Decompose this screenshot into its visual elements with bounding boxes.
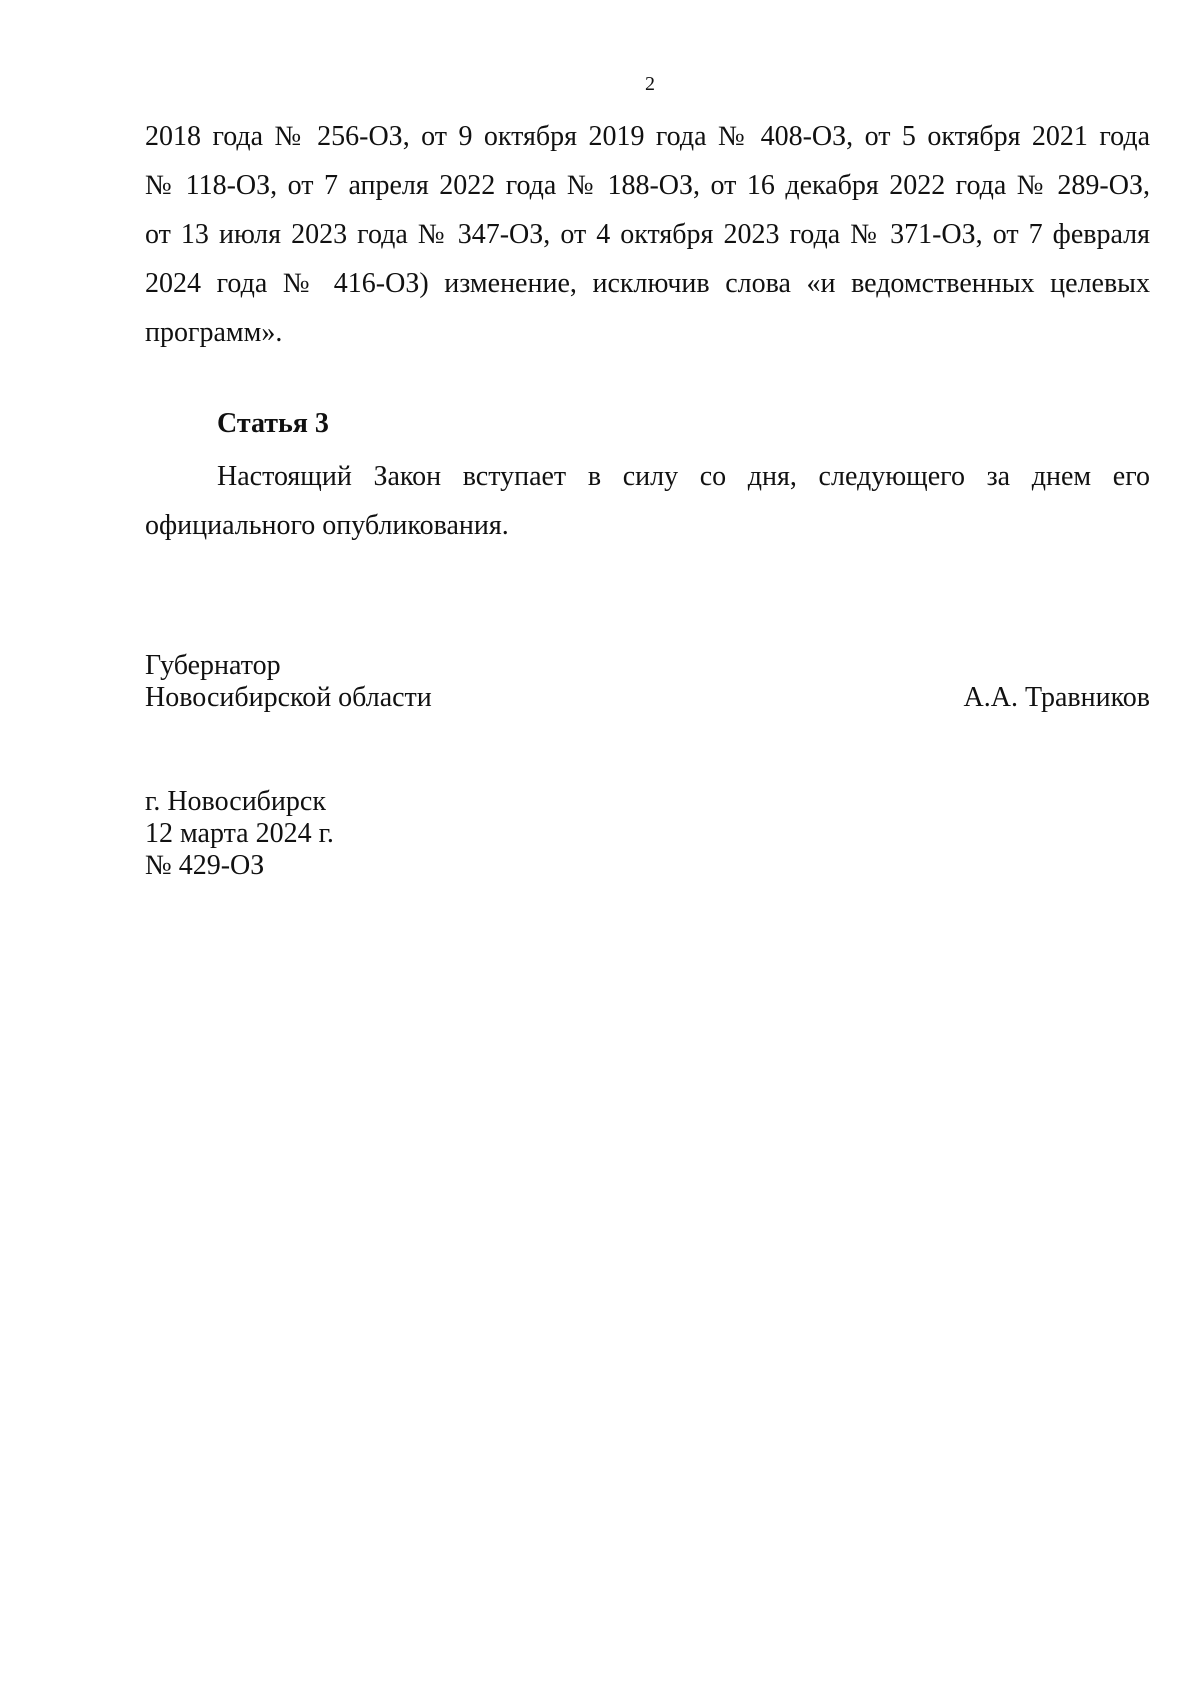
place-date-block (145, 786, 334, 882)
signature-row (145, 682, 1150, 714)
amendment-paragraph (145, 112, 1150, 357)
paragraph-line: № 118-ОЗ, от 7 апреля 2022 года № 188-ОЗ, от 16 декабря 2022 года № 289-ОЗ, (145, 170, 1150, 201)
date: 12 марта 2024 г. (145, 818, 334, 849)
article-heading: Статья 3 (217, 408, 329, 439)
paragraph-line: 2024 года № 416-ОЗ) изменение, исключив слова «и ведомственных целевых (145, 268, 1150, 299)
signature-block (145, 650, 1150, 714)
law-number: № 429-ОЗ (145, 850, 265, 881)
paragraph-line: официального опубликования. (145, 510, 509, 541)
paragraph-line: программ». (145, 317, 283, 348)
article-paragraph (145, 452, 1150, 550)
city: г. Новосибирск (145, 786, 326, 817)
page-number: 2 (645, 73, 655, 95)
signatory-title-line: Губернатор (145, 650, 281, 681)
signatory-name: А.А. Травников (963, 682, 1150, 713)
paragraph-line: Настоящий Закон вступает в силу со дня, следующего за днем его (217, 461, 1150, 492)
paragraph-line: 2018 года № 256-ОЗ, от 9 октября 2019 года № 408-ОЗ, от 5 октября 2021 года (145, 121, 1150, 152)
signatory-title-line: Новосибирской области (145, 682, 432, 713)
paragraph-line: от 13 июля 2023 года № 347-ОЗ, от 4 октября 2023 года № 371-ОЗ, от 7 февраля (145, 219, 1150, 250)
